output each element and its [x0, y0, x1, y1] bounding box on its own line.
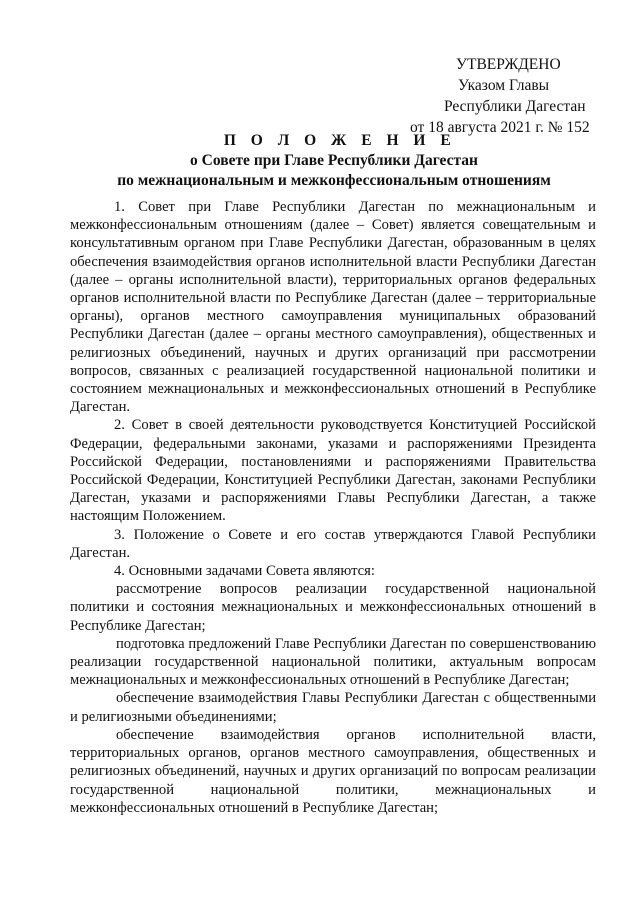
- approval-decree: Указом Главы: [458, 77, 550, 94]
- paragraph-3: 3. Положение о Совете и его состав утверждаются Главой Республики Дагестан.: [70, 526, 596, 561]
- document-title: [70, 131, 598, 191]
- approval-date: от 18 августа 2021 г. № 152: [410, 119, 590, 136]
- paragraph-2: 2. Совет в своей деятельности руководствуется Конституцией Российской Федерации, федеральными законами, указами и распоряжениями Президента Российской Федерации, постановлениями и распоряжениями Правительства Российской Федерации, Конституцией Республики Дагестан, законами Республики Дагестан, указами и распоряжениями Главы Республики Дагестан, а также настоящим Положением.: [70, 417, 596, 525]
- task-item-1: рассмотрение вопросов реализации государственной национальной политики и состояния межнациональных и межконфессиональных отношений в Республике Дагестан;: [70, 581, 596, 634]
- approval-status: УТВЕРЖДЕНО: [456, 56, 561, 73]
- paragraph-1: 1. Совет при Главе Республики Дагестан по межнациональным и межконфессиональным отношениям (далее – Совет) является совещательным и консультативным органом при Главе Республики Дагестан, образованным в целях обеспечения взаимодействия органов исполнительной власти Республики Дагестан (далее – органы исполнительной власти), территориальных органов федеральных органов исполнительной власти по Республике Дагестан (далее – территориальные органы), органов местного самоуправления муниципальных образований Республики Дагестан (далее – органы местного самоуправления), общественных и религиозных объединений, научных и других организаций при рассмотрении вопросов, связанных с реализацией государственной национальной политики и состоянием межнациональных и межконфессиональных отношений в Республике Дагестан.: [70, 199, 596, 416]
- title-topic: по межнациональным и межконфессиональным отношениям: [117, 172, 551, 189]
- title-heading: П О Л О Ж Е Н И Е: [223, 132, 457, 149]
- task-item-4: обеспечение взаимодействия органов исполнительной власти, территориальных органов, органов местного самоуправления, общественных и религиозных объединений, научных и других организаций по вопросам реализации государственной национальной политики, межнациональных и межконфессиональных отношений в Республике Дагестан;: [70, 726, 596, 816]
- paragraph-4: 4. Основными задачами Совета являются:: [114, 563, 375, 580]
- approval-authority: Республики Дагестан: [444, 98, 586, 115]
- approval-stamp: [400, 54, 595, 138]
- document-body: [70, 198, 596, 817]
- title-subject: о Совете при Главе Республики Дагестан: [190, 152, 478, 169]
- task-item-3: обеспечение взаимодействия Главы Республики Дагестан с общественными и религиозными объединениями;: [70, 690, 596, 725]
- task-item-2: подготовка предложений Главе Республики Дагестан по совершенствованию реализации государственной национальной политики, актуальным вопросам межнациональных и межконфессиональных отношений в Республике Дагестан;: [70, 635, 596, 689]
